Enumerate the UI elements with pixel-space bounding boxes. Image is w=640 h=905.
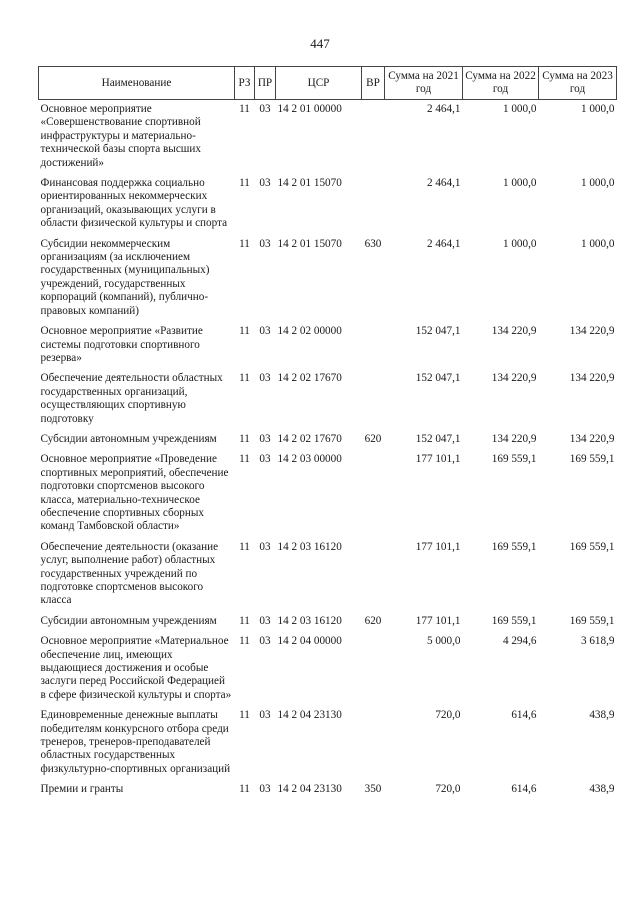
cell-name: Премии и гранты <box>40 783 124 796</box>
cell-sum-2023: 1 000,0 <box>580 177 615 190</box>
cell-rz: 11 <box>239 325 250 338</box>
cell-sum-2021: 177 101,1 <box>415 614 461 627</box>
cell-vr: 630 <box>364 237 382 250</box>
cell-sum-2022: 614,6 <box>511 709 537 722</box>
cell-rz: 11 <box>239 540 250 553</box>
cell-rz: 11 <box>239 635 250 648</box>
table-row <box>39 538 617 612</box>
table-row <box>39 174 617 235</box>
cell-vr: 620 <box>364 432 382 445</box>
table-row <box>39 780 617 800</box>
cell-sum-2021: 152 047,1 <box>415 325 461 338</box>
cell-sum-2022: 1 000,0 <box>502 237 537 250</box>
cell-pr: 03 <box>259 783 271 796</box>
table-row <box>39 322 617 369</box>
cell-pr: 03 <box>259 540 271 553</box>
table-row <box>39 450 617 537</box>
cell-name: Основное мероприятие «Развитие системы подготовки спортивного резерва» <box>40 325 203 364</box>
cell-rz: 11 <box>239 372 250 385</box>
cell-rz: 11 <box>239 453 250 466</box>
cell-sum-2023: 169 559,1 <box>569 614 615 627</box>
cell-sum-2021: 2 464,1 <box>426 237 461 250</box>
cell-sum-2022: 4 294,6 <box>502 635 537 648</box>
table-row <box>39 632 617 706</box>
table-row <box>39 100 617 175</box>
cell-sum-2021: 152 047,1 <box>415 372 461 385</box>
cell-vr: 620 <box>364 614 382 627</box>
table-row <box>39 235 617 322</box>
cell-sum-2022: 134 220,9 <box>491 325 537 338</box>
cell-sum-2021: 177 101,1 <box>415 453 461 466</box>
cell-sum-2023: 438,9 <box>589 783 615 796</box>
cell-vr <box>362 450 385 537</box>
cell-name: Финансовая поддержка социально ориентированных некоммерческих организаций, оказывающих услуги в области физической культуры и спорта <box>40 177 228 230</box>
table-row <box>39 430 617 450</box>
cell-sum-2021: 720,0 <box>435 783 461 796</box>
cell-pr: 03 <box>259 103 271 115</box>
cell-sum-2021: 2 464,1 <box>426 177 461 190</box>
cell-sum-2023: 169 559,1 <box>569 540 615 553</box>
cell-name: Основное мероприятие «Совершенствование спортивной инфраструктуры и материально-технической базы спорта высших достижений» <box>40 103 201 169</box>
cell-pr: 03 <box>259 325 271 338</box>
cell-vr <box>362 322 385 369</box>
page-number: 447 <box>310 36 330 51</box>
cell-sum-2021: 5 000,0 <box>426 635 461 648</box>
cell-name: Субсидии автономным учреждениям <box>40 432 217 445</box>
cell-pr: 03 <box>259 614 271 627</box>
cell-name: Единовременные денежные выплаты победителям конкурсного отбора среди тренеров, тренеров-преподавателей областных государственных физкультурно-спортивных организаций <box>40 709 231 775</box>
budget-table <box>38 66 617 801</box>
cell-rz: 11 <box>239 614 250 627</box>
cell-sum-2021: 2 464,1 <box>426 103 461 115</box>
header-sum-2021: Сумма на 2021 год <box>385 67 463 100</box>
cell-csr: 14 2 03 16120 <box>277 540 342 553</box>
cell-pr: 03 <box>259 237 271 250</box>
cell-pr: 03 <box>259 177 271 190</box>
cell-vr <box>362 632 385 706</box>
cell-name: Основное мероприятие «Проведение спортивных мероприятий, обеспечение подготовки спортсменов высокого класса, материально-техническое обеспечение спортивных сборных команд Тамбовской области» <box>40 453 229 533</box>
cell-sum-2023: 134 220,9 <box>569 372 615 385</box>
cell-vr <box>362 100 385 175</box>
cell-rz: 11 <box>239 237 250 250</box>
header-csr: ЦСР <box>276 67 362 100</box>
cell-sum-2021: 720,0 <box>435 709 461 722</box>
header-vr: ВР <box>362 67 385 100</box>
cell-sum-2023: 1 000,0 <box>580 237 615 250</box>
cell-sum-2023: 134 220,9 <box>569 325 615 338</box>
cell-sum-2021: 177 101,1 <box>415 540 461 553</box>
cell-csr: 14 2 04 23130 <box>277 783 342 796</box>
cell-csr: 14 2 01 15070 <box>277 177 342 190</box>
cell-pr: 03 <box>259 453 271 466</box>
header-sum-2022: Сумма на 2022 год <box>463 67 539 100</box>
cell-sum-2022: 614,6 <box>511 783 537 796</box>
header-sum-2023: Сумма на 2023 год <box>539 67 617 100</box>
cell-sum-2022: 1 000,0 <box>502 103 537 115</box>
header-pr: ПР <box>255 67 276 100</box>
cell-sum-2021: 152 047,1 <box>415 432 461 445</box>
cell-rz: 11 <box>239 783 250 796</box>
cell-pr: 03 <box>259 709 271 722</box>
cell-name: Субсидии автономным учреждениям <box>40 614 217 627</box>
header-name: Наименование <box>39 67 235 100</box>
cell-csr: 14 2 02 00000 <box>277 325 342 338</box>
table-body <box>39 100 617 801</box>
cell-csr: 14 2 01 00000 <box>277 103 342 115</box>
header-rz: РЗ <box>235 67 255 100</box>
table-header-row <box>39 67 617 100</box>
cell-rz: 11 <box>239 103 250 115</box>
cell-sum-2023: 169 559,1 <box>569 453 615 466</box>
cell-csr: 14 2 01 15070 <box>277 237 342 250</box>
cell-pr: 03 <box>259 432 271 445</box>
cell-name: Основное мероприятие «Материальное обеспечение лиц, имеющих выдающиеся достижения и особые заслуги перед Российской Федерацией в сфере физической культуры и спорта» <box>40 635 232 701</box>
cell-sum-2023: 134 220,9 <box>569 432 615 445</box>
cell-sum-2023: 1 000,0 <box>580 103 615 115</box>
cell-name: Субсидии некоммерческим организациям (за исключением государственных (муниципальных) учреждений, государственных корпораций (компаний), публично-правовых компаний) <box>40 237 210 317</box>
cell-csr: 14 2 02 17670 <box>277 432 342 445</box>
cell-csr: 14 2 02 17670 <box>277 372 342 385</box>
cell-rz: 11 <box>239 177 250 190</box>
cell-pr: 03 <box>259 372 271 385</box>
table-row <box>39 706 617 780</box>
cell-csr: 14 2 04 23130 <box>277 709 342 722</box>
cell-name: Обеспечение деятельности областных государственных организаций, осуществляющих спортивную подготовку <box>40 372 223 425</box>
cell-csr: 14 2 03 00000 <box>277 453 342 466</box>
table-row <box>39 369 617 430</box>
cell-sum-2023: 438,9 <box>589 709 615 722</box>
cell-sum-2022: 169 559,1 <box>491 540 537 553</box>
cell-sum-2022: 169 559,1 <box>491 614 537 627</box>
cell-sum-2022: 169 559,1 <box>491 453 537 466</box>
cell-sum-2023: 3 618,9 <box>580 635 615 648</box>
cell-vr: 350 <box>364 783 382 796</box>
cell-name: Обеспечение деятельности (оказание услуг, выполнение работ) областных государственных учреждений по подготовке спортсменов высокого класса <box>40 540 219 607</box>
cell-csr: 14 2 03 16120 <box>277 614 342 627</box>
cell-sum-2022: 1 000,0 <box>502 177 537 190</box>
cell-vr <box>362 174 385 235</box>
cell-vr <box>362 538 385 612</box>
cell-sum-2022: 134 220,9 <box>491 372 537 385</box>
cell-sum-2022: 134 220,9 <box>491 432 537 445</box>
table-row <box>39 612 617 632</box>
cell-vr <box>362 369 385 430</box>
cell-rz: 11 <box>239 709 250 722</box>
cell-vr <box>362 706 385 780</box>
cell-csr: 14 2 04 00000 <box>277 635 342 648</box>
cell-pr: 03 <box>259 635 271 648</box>
cell-rz: 11 <box>239 432 250 445</box>
